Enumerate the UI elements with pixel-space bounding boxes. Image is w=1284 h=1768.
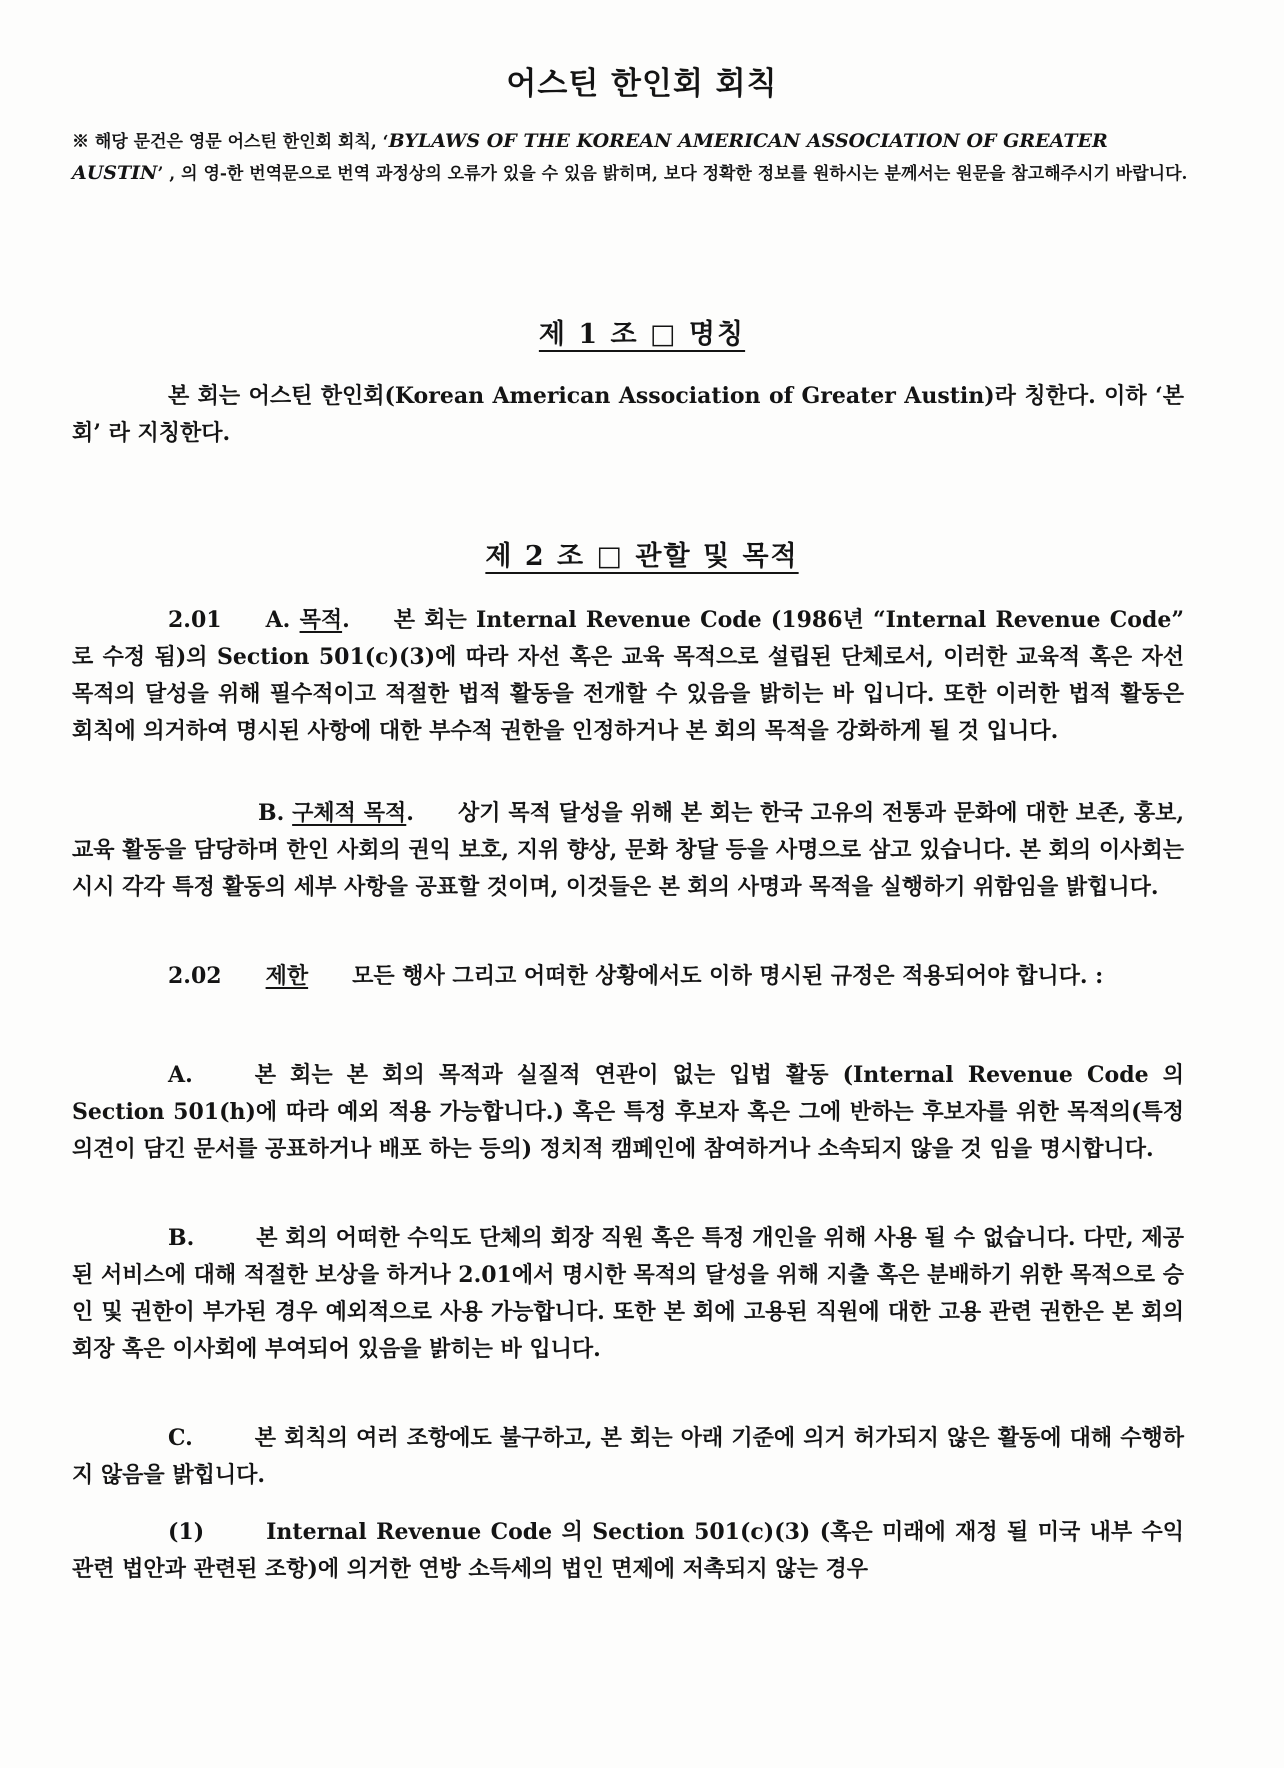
section-2-02-number: 2.02 — [168, 963, 222, 989]
notice-prefix: ※ 해당 문건은 영문 어스틴 한인회 회칙, ‘ — [72, 132, 389, 152]
section-2-02-c-1 — [72, 1514, 1184, 1588]
section-2-02-c-label: C. — [168, 1425, 193, 1451]
article-1-heading: 제 1 조 □ 명칭 — [538, 319, 746, 350]
section-2-02-a-text: 본 회는 본 회의 목적과 실질적 연관이 없는 입법 활동 (Internal Revenue Code 의 Section 501(h)에 따라 예외 적용 가능합니다.) 혹은 특정 후보자 혹은 그에 반하는 후보자를 위한 목적의(특정 의견이 담긴 문서를 공표하거나 배포 하는 등의) 정치적 캠페인에 참여하거나 소속되지 않을 것 임을 명시합니다. — [72, 1062, 1184, 1162]
section-2-01-a: 2.01 A. 목적. 본 회는 Internal Revenue Code (1986년 “Internal Revenue Code” 로 수정 됨)의 Section 501(c)(3)에 따라 자선 혹은 교육 목적으로 설립된 단체로서, 이러한 교육적 혹은 자선 목적의 달성을 위해 필수적이고 적절한 법적 활동을 전개할 수 있음을 밝히는 바 입니다. 또한 이러한 법적 활동은 회칙에 의거하여 명시된 사항에 대한 부수적 권한을 인정하거나 본 회의 목적을 강화하게 될 것 입니다. — [72, 607, 1184, 744]
translation-notice — [72, 126, 1197, 190]
section-2-02-b-label: B. — [168, 1225, 195, 1251]
document-title: 어스틴 한인회 회칙 — [506, 66, 778, 102]
section-2-02-b — [72, 1220, 1184, 1368]
section-2-02-keyword: 제한 — [265, 963, 309, 989]
section-2-02-c-1-text: Internal Revenue Code 의 Section 501(c)(3) (혹은 미래에 재정 될 미국 내부 수익 관련 법안과 관련된 조항)에 의거한 연방 소득세의 법인 면제에 저촉되지 않는 경우 — [72, 1519, 1184, 1582]
section-2-02-c-1-label: (1) — [168, 1519, 205, 1545]
section-2-02-c-text: 본 회칙의 여러 조항에도 불구하고, 본 회는 아래 기준에 의거 허가되지 않은 활동에 대해 수행하지 않음을 밝힙니다. — [72, 1425, 1184, 1488]
section-2-02-text: 모든 행사 그리고 어떠한 상황에서도 이하 명시된 규정은 적용되어야 합니다. : — [352, 963, 1104, 989]
section-2-02-a — [72, 1057, 1184, 1168]
section-2-01-b-label: B. — [258, 800, 285, 826]
section-2-02-a-label: A. — [168, 1062, 193, 1088]
article-1-body — [72, 378, 1184, 452]
section-2-01-a-text: 본 회는 Internal Revenue Code (1986년 “Internal Revenue Code” 로 수정 됨)의 Section 501(c)(3)에 따라 자선 혹은 교육 목적으로 설립된 단체로서, 이러한 교육적 혹은 자선 목적의 달성을 위해 필수적이고 적절한 법적 활동을 전개할 수 있음을 밝히는 바 입니다. 또한 이러한 법적 활동은 회칙에 의거하여 명시된 사항에 대한 부수적 권한을 인정하거나 본 회의 목적을 강화하게 될 것 입니다. — [72, 607, 1184, 744]
notice-english-title: BYLAWS OF THE KOREAN AMERICAN ASSOCIATION OF GREATER AUSTIN — [72, 130, 1108, 184]
section-2-02 — [72, 958, 1184, 995]
section-2-02-c — [72, 1420, 1184, 1494]
article-2-heading: 제 2 조 □ 관할 및 목적 — [485, 541, 799, 572]
section-2-01-number: 2.01 — [168, 607, 222, 633]
article-1-text: 본 회는 어스틴 한인회(Korean American Association of Greater Austin)라 칭한다. 이하 ‘본 회’ 라 지칭한다. — [72, 383, 1184, 446]
section-2-01-b-text: 상기 목적 달성을 위해 본 회는 한국 고유의 전통과 문화에 대한 보존, 홍보, 교육 활동을 담당하며 한인 사회의 권익 보호, 지위 향상, 문화 창달 등을 사명으로 삼고 있습니다. 본 회의 이사회는 시시 각각 특정 활동의 세부 사항을 공표할 것이며, 이것들은 본 회의 사명과 목적을 실행하기 위함임을 밝힙니다. — [72, 800, 1184, 900]
section-2-01-b: B. 구체적 목적. 상기 목적 달성을 위해 본 회는 한국 고유의 전통과 문화에 대한 보존, 홍보, 교육 활동을 담당하며 한인 사회의 권익 보호, 지위 향상, 문화 창달 등을 사명으로 삼고 있습니다. 본 회의 이사회는 시시 각각 특정 활동의 세부 사항을 공표할 것이며, 이것들은 본 회의 사명과 목적을 실행하기 위함임을 밝힙니다. — [72, 800, 1184, 900]
notice-suffix: ’ , 의 영-한 번역문으로 번역 과정상의 오류가 있을 수 있음 밝히며, 보다 정확한 정보를 원하시는 분께서는 원문을 참고해주시기 바랍니다. — [157, 164, 1188, 184]
section-2-02-b-text: 본 회의 어떠한 수익도 단체의 회장 직원 혹은 특정 개인을 위해 사용 될 수 없습니다. 다만, 제공된 서비스에 대해 적절한 보상을 하거나 2.01에서 명시한 목적의 달성을 위해 지출 혹은 분배하기 위한 목적으로 승인 및 권한이 부가된 경우 예외적으로 사용 가능합니다. 또한 본 회에 고용된 직원에 대한 고용 관련 권한은 본 회의 회장 혹은 이사회에 부여되어 있음을 밝히는 바 입니다. — [72, 1225, 1184, 1362]
section-2-01-a-label: A. — [265, 607, 291, 633]
section-2-01-b-keyword: 구체적 목적 — [292, 800, 407, 826]
section-2-01-a-keyword: 목적 — [299, 607, 343, 633]
